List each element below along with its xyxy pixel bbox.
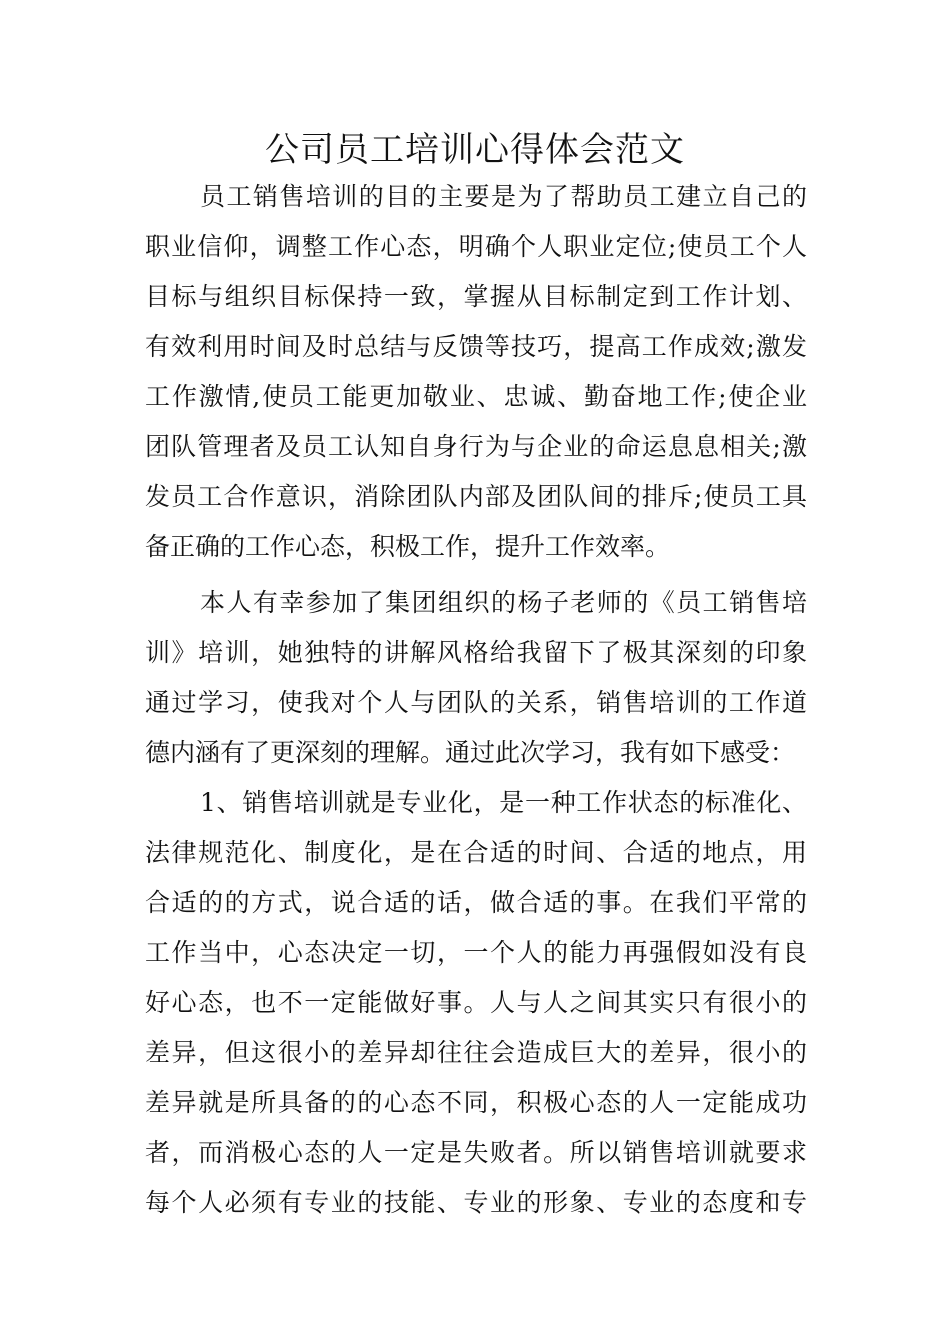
paragraph-line: 者，而消极心态的人一定是失败者。所以销售培训就要求 (145, 1138, 807, 1167)
document-title: 公司员工培训心得体会范文 (265, 130, 685, 170)
paragraph-line: 好心态，也不一定能做好事。人与人之间其实只有很小的 (145, 988, 807, 1017)
paragraph-line: 工作激情,使员工能更加敬业、忠诚、勤奋地工作;使企业 (145, 382, 807, 411)
paragraph-line: 目标与组织目标保持一致，掌握从目标制定到工作计划、 (145, 282, 807, 311)
paragraph-line: 德内涵有了更深刻的理解。通过此次学习，我有如下感受： (145, 738, 796, 767)
paragraph-line: 员工销售培训的目的主要是为了帮助员工建立自己的 (200, 182, 807, 211)
paragraph-line: 团队管理者及员工认知自身行为与企业的命运息息相关;激 (145, 432, 807, 461)
paragraph-line: 职业信仰，调整工作心态，明确个人职业定位;使员工个人 (145, 232, 807, 261)
paragraph-line: 发员工合作意识，消除团队内部及团队间的排斥;使员工具 (145, 482, 807, 511)
paragraph-line: 1、销售培训就是专业化，是一种工作状态的标准化、 (200, 788, 807, 817)
paragraph-line: 通过学习，使我对个人与团队的关系，销售培训的工作道 (145, 688, 807, 717)
paragraph-line: 差异就是所具备的的心态不同，积极心态的人一定能成功 (145, 1088, 807, 1117)
paragraph-line: 训》培训，她独特的讲解风格给我留下了极其深刻的印象 (145, 638, 807, 667)
paragraph-line: 差异，但这很小的差异却往往会造成巨大的差异，很小的 (145, 1038, 807, 1067)
paragraph-line: 合适的的方式，说合适的话，做合适的事。在我们平常的 (145, 888, 807, 917)
paragraph-line: 有效利用时间及时总结与反馈等技巧，提高工作成效;激发 (145, 332, 807, 361)
paragraph-line: 本人有幸参加了集团组织的杨子老师的《员工销售培 (200, 588, 807, 617)
paragraph-line: 工作当中，心态决定一切，一个人的能力再强假如没有良 (145, 938, 807, 967)
paragraph-line: 每个人必须有专业的技能、专业的形象、专业的态度和专 (145, 1188, 807, 1217)
paragraph-line: 法律规范化、制度化，是在合适的时间、合适的地点，用 (145, 838, 807, 867)
paragraph-line: 备正确的工作心态，积极工作，提升工作效率。 (145, 532, 671, 561)
